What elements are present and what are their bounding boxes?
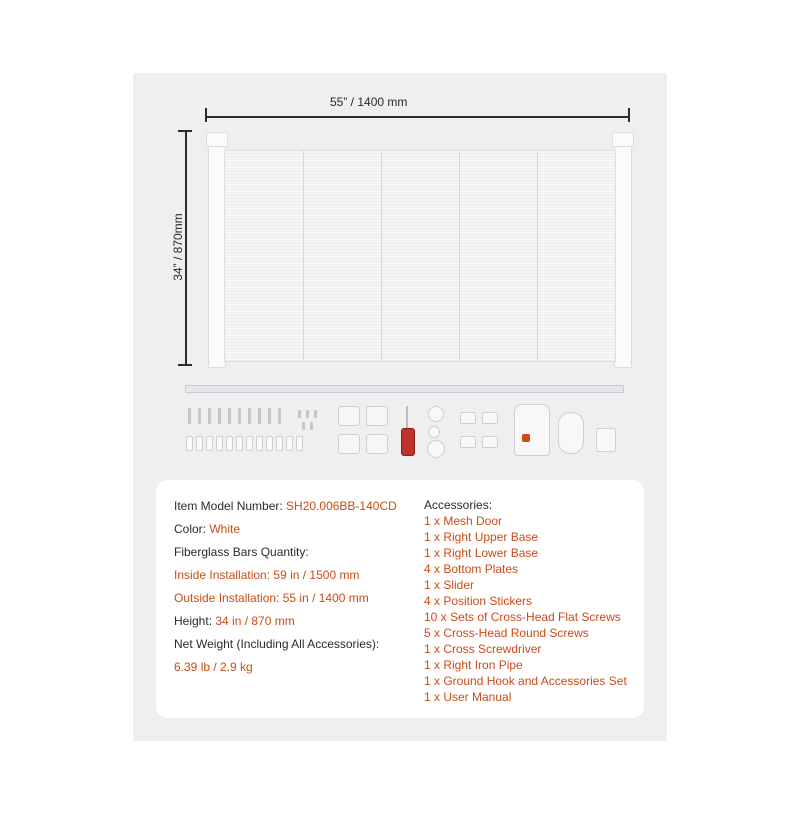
bottom-plate-icon bbox=[366, 434, 388, 454]
round-screw-icon bbox=[306, 410, 309, 418]
wall-anchor-icon bbox=[256, 436, 263, 451]
width-dimension-tick-left bbox=[205, 108, 207, 122]
accessories-title: Accessories: bbox=[424, 498, 493, 512]
slider-clip-icon bbox=[482, 412, 498, 424]
bottom-plate-icon bbox=[338, 406, 360, 426]
spec-label: Height: bbox=[174, 614, 216, 628]
wall-anchor-icon bbox=[266, 436, 273, 451]
width-dimension-label: 55” / 1400 mm bbox=[330, 95, 408, 109]
mesh-fold-line bbox=[459, 151, 460, 361]
accessory-item: 1 x Right Iron Pipe bbox=[424, 658, 523, 672]
wall-anchor-icon bbox=[246, 436, 253, 451]
wall-anchor-icon bbox=[226, 436, 233, 451]
accessory-item: 1 x Mesh Door bbox=[424, 514, 503, 528]
slider-clip-icon bbox=[460, 412, 476, 424]
wall-anchor-icon bbox=[286, 436, 293, 451]
spec-inside-installation-row bbox=[174, 568, 359, 582]
base-indicator-icon bbox=[522, 434, 530, 442]
round-screw-icon bbox=[310, 422, 313, 430]
screw-icon bbox=[198, 408, 201, 424]
mesh-fold-line bbox=[381, 151, 382, 361]
spec-color-row bbox=[174, 522, 240, 536]
screw-icon bbox=[278, 408, 281, 424]
wall-anchor-icon bbox=[186, 436, 193, 451]
round-screw-icon bbox=[302, 422, 305, 430]
position-sticker-icon bbox=[427, 440, 445, 458]
spec-value: 6.39 lb / 2.9 kg bbox=[174, 660, 253, 674]
accessory-item: 4 x Bottom Plates bbox=[424, 562, 519, 576]
bottom-plate-icon bbox=[366, 406, 388, 426]
spec-value: White bbox=[209, 522, 241, 536]
spec-weight-value-row bbox=[174, 660, 253, 674]
spec-model-row bbox=[174, 499, 397, 513]
accessory-item: 1 x Right Lower Base bbox=[424, 546, 539, 560]
mesh-fold-line bbox=[303, 151, 304, 361]
round-screw-icon bbox=[314, 410, 317, 418]
accessory-item: 1 x Ground Hook and Accessories Set bbox=[424, 674, 627, 688]
wall-anchor-icon bbox=[236, 436, 243, 451]
screw-icon bbox=[258, 408, 261, 424]
screw-icon bbox=[238, 408, 241, 424]
accessory-parts-illustration bbox=[180, 400, 630, 470]
screw-icon bbox=[228, 408, 231, 424]
spec-label: Fiberglass Bars Quantity: bbox=[174, 545, 309, 559]
accessory-item: 1 x Right Upper Base bbox=[424, 530, 539, 544]
wall-anchor-icon bbox=[296, 436, 303, 451]
height-dimension-tick-bottom bbox=[178, 364, 192, 366]
slider-icon bbox=[596, 428, 616, 452]
spec-fiberglass-row bbox=[174, 545, 309, 559]
wall-anchor-icon bbox=[196, 436, 203, 451]
accessory-item: 5 x Cross-Head Round Screws bbox=[424, 626, 589, 640]
mesh-gate-illustration bbox=[200, 128, 640, 373]
screw-icon bbox=[208, 408, 211, 424]
wall-anchor-icon bbox=[206, 436, 213, 451]
spec-label: Color: bbox=[174, 522, 210, 536]
round-screw-icon bbox=[298, 410, 301, 418]
mesh-door bbox=[224, 150, 616, 362]
right-upper-base-icon bbox=[514, 404, 550, 456]
wall-anchor-icon bbox=[216, 436, 223, 451]
accessory-item: 4 x Position Stickers bbox=[424, 594, 533, 608]
spec-value: SH20.006BB-140CD bbox=[286, 499, 397, 513]
spec-value: 34 in / 870 mm bbox=[215, 614, 295, 628]
spec-value: Inside Installation: 59 in / 1500 mm bbox=[174, 568, 360, 582]
wall-anchor-icon bbox=[276, 436, 283, 451]
specifications-card bbox=[156, 480, 644, 718]
width-dimension-tick-right bbox=[628, 108, 630, 122]
screw-icon bbox=[268, 408, 271, 424]
spec-net-weight-row bbox=[174, 637, 379, 651]
screw-icon bbox=[188, 408, 191, 424]
spec-height-row bbox=[174, 614, 295, 628]
position-sticker-icon bbox=[428, 426, 440, 438]
right-iron-pipe bbox=[185, 385, 624, 393]
mesh-fold-line bbox=[537, 151, 538, 361]
right-post bbox=[614, 146, 632, 368]
accessory-item: 10 x Sets of Cross-Head Flat Screws bbox=[424, 610, 621, 624]
slider-clip-icon bbox=[460, 436, 476, 448]
height-dimension-line bbox=[185, 132, 187, 364]
accessory-item: 1 x Cross Screwdriver bbox=[424, 642, 542, 656]
width-dimension-arrow bbox=[205, 114, 630, 120]
spec-label: Item Model Number: bbox=[174, 499, 287, 513]
accessory-item: 1 x User Manual bbox=[424, 690, 512, 704]
slider-clip-icon bbox=[482, 436, 498, 448]
spec-value: Outside Installation: 55 in / 1400 mm bbox=[174, 591, 369, 605]
screwdriver-handle-icon bbox=[401, 428, 415, 456]
right-lower-base-icon bbox=[558, 412, 584, 454]
accessory-item: 1 x Slider bbox=[424, 578, 475, 592]
screw-icon bbox=[218, 408, 221, 424]
spec-label: Net Weight (Including All Accessories): bbox=[174, 637, 380, 651]
height-dimension-tick-top bbox=[178, 130, 192, 132]
bottom-plate-icon bbox=[338, 434, 360, 454]
screw-icon bbox=[248, 408, 251, 424]
screwdriver-shaft-icon bbox=[406, 406, 408, 430]
ground-hook-icon bbox=[428, 406, 444, 422]
height-dimension-label: 34” / 870mm bbox=[171, 213, 185, 281]
spec-outside-installation-row bbox=[174, 591, 369, 605]
width-dimension-line bbox=[207, 116, 628, 118]
